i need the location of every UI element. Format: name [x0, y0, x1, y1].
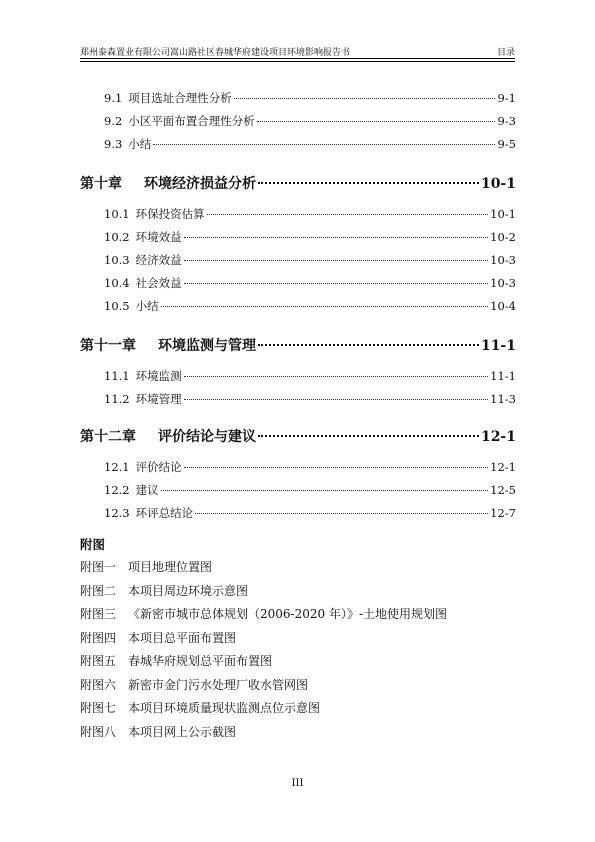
- toc-entry-title: 社会效益: [135, 276, 182, 290]
- toc-dot-leader: [161, 490, 489, 491]
- toc-page-number: 9-3: [497, 114, 516, 128]
- toc-section-entry[interactable]: [104, 113, 516, 129]
- toc-section-entry[interactable]: [104, 90, 516, 106]
- toc-entry-title: 环保投资估算: [135, 207, 205, 221]
- toc-section-number: 12.2: [104, 483, 130, 497]
- toc-dot-leader: [258, 344, 479, 346]
- toc-page-number: 12-5: [490, 483, 516, 497]
- toc-dot-leader: [258, 435, 479, 437]
- appendix-item-text: 项目地理位置图: [128, 560, 213, 574]
- header-rule: [80, 58, 515, 59]
- toc-section-entry[interactable]: [104, 136, 516, 152]
- toc-page-number: 11-1: [490, 369, 516, 383]
- appendix-item: [80, 699, 320, 716]
- toc-section-entry[interactable]: [104, 206, 516, 222]
- toc-dot-leader: [184, 237, 489, 238]
- toc-section-entry[interactable]: [104, 391, 516, 407]
- toc-page-number: 11-3: [490, 392, 516, 406]
- appendix-item-text: 本项目周边环境示意图: [128, 583, 249, 598]
- toc-section-entry[interactable]: [104, 505, 516, 521]
- toc-section-number: 10.1: [104, 207, 130, 221]
- toc-page-number: 11-1: [480, 338, 516, 354]
- running-header: [80, 40, 515, 58]
- toc-section-number: 12.1: [104, 460, 130, 474]
- toc-entry-title: 评价结论: [135, 460, 182, 474]
- appendix-item-tag: 附图六: [80, 677, 117, 692]
- toc-page-number: 9-1: [497, 91, 516, 105]
- toc-entry-title: 项目选址合理性分析: [128, 91, 232, 105]
- toc-dot-leader: [195, 513, 488, 514]
- toc-dot-leader: [184, 260, 489, 261]
- toc-section-number: 11.1: [104, 369, 130, 383]
- appendix-item-text: 本项目环境质量现状监测点位示意图: [128, 701, 321, 715]
- toc-section-number: 9.2: [104, 114, 123, 128]
- appendix-item-text: 新密市金门污水处理厂收水管网图: [128, 677, 309, 692]
- appendix-item: [80, 676, 308, 693]
- toc-entry-title: 小结: [135, 299, 159, 313]
- appendix-item: [80, 723, 236, 740]
- header-rule-thin: [80, 61, 515, 62]
- toc-dot-leader: [258, 182, 479, 184]
- toc-dot-leader: [184, 399, 489, 400]
- toc-chapter-entry[interactable]: [80, 335, 516, 355]
- toc-dot-leader: [184, 376, 489, 377]
- appendix-item-text: 春城华府规划总平面布置图: [128, 654, 273, 668]
- toc-dot-leader: [207, 214, 489, 215]
- toc-section-entry[interactable]: [104, 482, 516, 498]
- page-number: III: [291, 778, 304, 789]
- appendix-item-tag: 附图八: [80, 724, 117, 739]
- toc-page-number: 12-7: [490, 506, 516, 520]
- toc-page-number: 10-2: [490, 230, 516, 244]
- toc-page-number: 10-1: [490, 207, 516, 221]
- appendix-item-text: 本项目总平面布置图: [128, 630, 237, 645]
- toc-page-number: 12-1: [480, 429, 516, 445]
- appendix-title: 附图: [80, 537, 106, 552]
- toc-page-number: 10-3: [490, 253, 516, 267]
- toc-chapter-entry[interactable]: [80, 173, 516, 193]
- toc-section-number: 10.3: [104, 253, 130, 267]
- toc-section-number: 9.3: [104, 137, 123, 151]
- appendix-item-tag: 附图三: [80, 607, 117, 621]
- toc-section-number: 12.3: [104, 506, 130, 520]
- toc-entry-title: 小结: [128, 137, 152, 151]
- toc-dot-leader: [184, 467, 489, 468]
- toc-dot-leader: [257, 121, 496, 122]
- toc-entry-title: 经济效益: [135, 253, 182, 267]
- toc-section-entry[interactable]: [104, 368, 516, 384]
- toc-chapter-label: 第十一章: [80, 338, 136, 354]
- toc-page-number: 12-1: [490, 460, 516, 474]
- toc-entry-title: 环境效益: [135, 230, 182, 244]
- toc-entry-title: 小区平面布置合理性分析: [128, 114, 255, 128]
- toc-page-number: 10-3: [490, 276, 516, 290]
- appendix-item: [80, 605, 447, 622]
- appendix-item: [80, 652, 272, 669]
- toc-entry-title: 环境管理: [135, 392, 182, 406]
- toc-page-number: 9-5: [497, 137, 516, 151]
- toc-dot-leader: [153, 144, 495, 145]
- toc-section-number: 9.1: [104, 91, 123, 105]
- toc-section-number: 10.5: [104, 299, 130, 313]
- toc-section-entry[interactable]: [104, 275, 516, 291]
- toc-section-entry[interactable]: [104, 229, 516, 245]
- appendix-item-tag: 附图四: [80, 630, 117, 645]
- toc-section-entry[interactable]: [104, 252, 516, 268]
- section-label: 目录: [496, 48, 515, 58]
- toc-entry-title: 环评总结论: [135, 506, 194, 520]
- appendix-item-tag: 附图二: [80, 583, 117, 598]
- appendix-item: [80, 558, 212, 575]
- toc-entry-title: 环境经济损益分析: [144, 176, 256, 192]
- toc-dot-leader: [184, 283, 489, 284]
- toc-section-number: 10.4: [104, 276, 130, 290]
- appendix-figures: [80, 535, 448, 739]
- appendix-item-text: 《新密市城市总体规划（2006-2020 年）》-土地使用规划图: [128, 607, 448, 621]
- toc-section-entry[interactable]: [104, 298, 516, 314]
- toc-page-number: 10-4: [490, 299, 516, 313]
- toc-entry-title: 环境监测与管理: [158, 338, 256, 354]
- toc-dot-leader: [161, 306, 489, 307]
- toc-page-number: 10-1: [480, 176, 516, 192]
- toc-section-number: 11.2: [104, 392, 130, 406]
- toc-entry-title: 建议: [135, 483, 159, 497]
- toc-dot-leader: [234, 98, 496, 99]
- toc-chapter-label: 第十章: [80, 176, 122, 192]
- appendix-item-tag: 附图五: [80, 654, 117, 668]
- appendix-item: [80, 582, 248, 599]
- toc-entry-title: 环境监测: [135, 369, 182, 383]
- toc-entry-title: 评价结论与建议: [158, 429, 256, 445]
- appendix-item-text: 本项目网上公示截图: [128, 724, 237, 739]
- toc-chapter-label: 第十二章: [80, 429, 136, 445]
- toc-section-number: 10.2: [104, 230, 130, 244]
- appendix-item: [80, 629, 236, 646]
- appendix-item-tag: 附图七: [80, 701, 117, 715]
- appendix-item-tag: 附图一: [80, 560, 117, 574]
- toc-section-entry[interactable]: [104, 459, 516, 475]
- toc-chapter-entry[interactable]: [80, 426, 516, 446]
- document-title: 郑州泰森置业有限公司嵩山路社区春城华府建设项目环境影响报告书: [80, 48, 351, 58]
